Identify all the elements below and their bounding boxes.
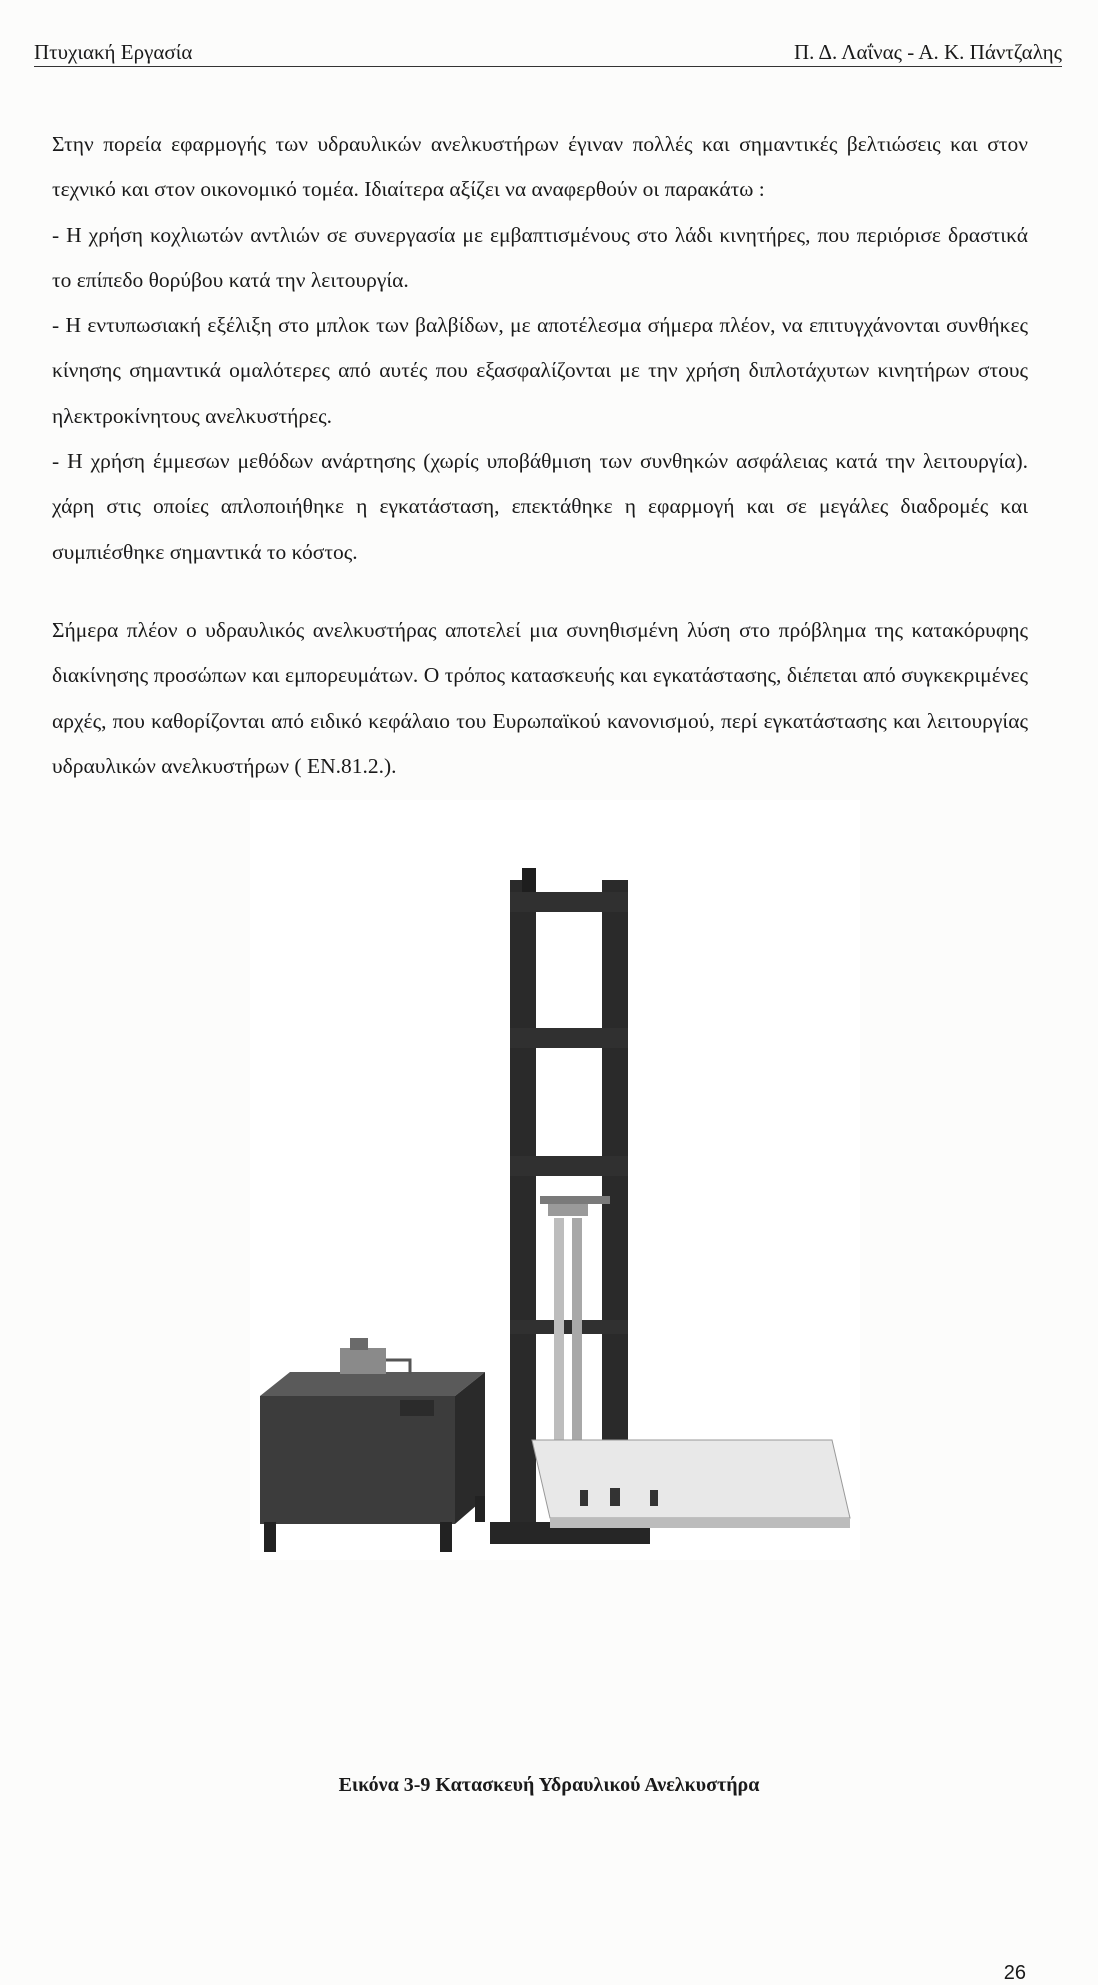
header-title: Πτυχιακή Εργασία	[34, 40, 193, 64]
figure-hydraulic-lift	[250, 800, 860, 1560]
paragraph-conclusion: Σήμερα πλέον ο υδραυλικός ανελκυστήρας αποτελεί μια συνηθισμένη λύση στο πρόβλημα της κατακόρυφης διακίνησης προσώπων και εμπορευμάτων. Ο τρόπος κατασκευής και εγκατάστασης, διέπεται από συγκεκριμένες αρχές, που καθορίζονται από ειδικό κεφάλαιο του Ευρωπαϊκού κανονισμού, περί εγκατάστασης και λειτουργίας υδραυλικών ανελκυστήρων ( EN.81.2.).	[52, 617, 1028, 778]
header-authors: Π. Δ. Λαΐνας - Α. Κ. Πάντζαλης	[793, 40, 1062, 64]
body-text	[52, 122, 1028, 789]
power-unit-tank	[260, 1338, 485, 1552]
paragraph-bullet-pumps: - Η χρήση κοχλιωτών αντλιών σε συνεργασία με εμβαπτισμένους στο λάδι κινητήρες, που περιόρισε δραστικά το επίπεδο θορύβου κατά την λειτουργία.	[52, 222, 1028, 292]
figure-caption: Εικόνα 3-9 Κατασκευή Υδραυλικού Ανελκυστήρα	[338, 1774, 760, 1796]
paragraph-bullet-valves: - Η εντυπωσιακή εξέλιξη στο μπλοκ των βαλβίδων, με αποτέλεσμα σήμερα πλέον, να επιτυγχάνονται συνθήκες κίνησης σημαντικά ομαλότερες από αυτές που εξασφαλίζονται με την χρήση διπλοτάχυτων κινητήρων στους ηλεκτροκίνητους ανελκυστήρες.	[52, 313, 1028, 428]
paragraph-bullet-suspension: - Η χρήση έμμεσων μεθόδων ανάρτησης (χωρίς υποβάθμιση των συνθηκών ασφάλειας κατά την λειτουργία). χάρη στις οποίες απλοποιήθηκε η εγκατάσταση, επεκτάθηκε η εφαρμογή και σε μεγάλες διαδρομές και συμπιέσθηκε σημαντικά το κόστος.	[52, 449, 1028, 564]
paragraph-intro: Στην πορεία εφαρμογής των υδραυλικών ανελκυστήρων έγιναν πολλές και σημαντικές βελτιώσεις και στον τεχνικό και στον οικονομικό τομέα. Ιδιαίτερα αξίζει να αναφερθούν οι παρακάτω :	[52, 132, 1028, 202]
hydraulic-lift-illustration	[250, 800, 860, 1560]
lift-platform	[532, 1440, 850, 1528]
page-header	[34, 38, 1062, 67]
page-number: 26	[1003, 1962, 1026, 1984]
